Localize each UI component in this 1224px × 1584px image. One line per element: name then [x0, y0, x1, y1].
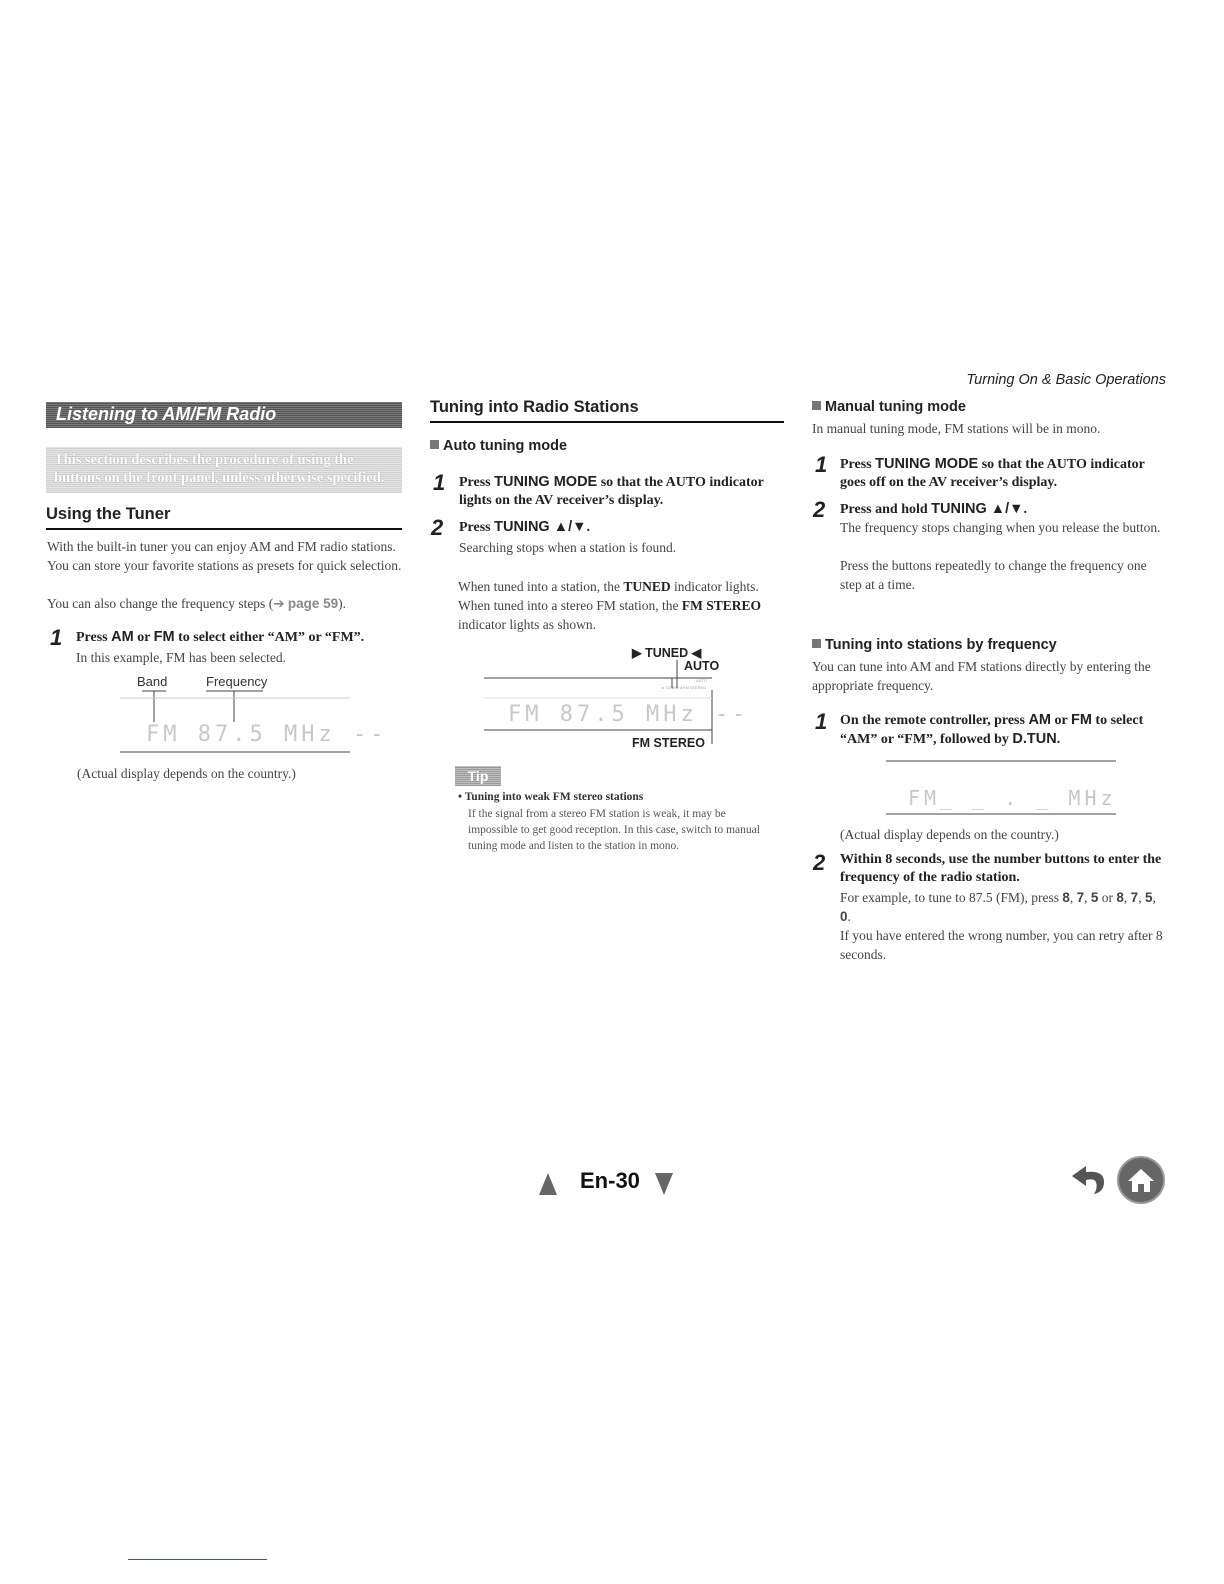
step-number: 2	[813, 850, 826, 875]
using-tuner-para: With the built-in tuner you can enjoy AM and FM radio stations. You can store your favorite stations as presets for quick selection.	[47, 539, 402, 573]
frequency-label: Frequency	[206, 674, 268, 689]
tip-body: If the signal from a stereo FM station is weak, it may be impossible to get good reception. In this case, switch to manual tuning mode and listen to the station in mono.	[468, 808, 760, 852]
tuned-label: ▶ TUNED ◀	[632, 646, 702, 660]
step-instruction: Press and hold TUNING ▲/▼.	[840, 501, 1028, 517]
step-number: 2	[431, 515, 444, 540]
back-icon[interactable]	[1064, 1158, 1112, 1198]
home-icon[interactable]	[1116, 1155, 1166, 1205]
step-instruction: Within 8 seconds, use the number buttons to enter the frequency of the radio station.	[840, 852, 1162, 885]
section-banner	[46, 402, 402, 428]
lcd-text: FM_ _ . _ MHz	[908, 786, 1117, 810]
indicator-para: When tuned into a station, the TUNED indicator lights. When tuned into a stereo FM station, the FM STEREO indicator lights as shown.	[458, 579, 761, 632]
freq-tuning-body: You can tune into AM and FM stations directly by entering the appropriate frequency.	[812, 659, 1151, 693]
lcd-text: FM 87.5 MHz --	[146, 722, 388, 747]
step-number: 1	[815, 452, 828, 477]
step-number: 2	[813, 497, 826, 522]
tiny-indicators: ▸ TUNED ◂ FM STEREO	[662, 685, 707, 690]
using-tuner-title: Using the Tuner	[46, 505, 402, 530]
freq-tuning-heading: Tuning into stations by frequency	[812, 637, 1057, 653]
page-link[interactable]: page 59	[287, 596, 339, 611]
display-caption: (Actual display depends on the country.)	[840, 827, 1059, 842]
step-instruction: Press TUNING MODE so that the AUTO indicator lights on the AV receiver’s display.	[459, 474, 764, 508]
manual-tuning-body: In manual tuning mode, FM stations will be in mono.	[812, 421, 1101, 436]
fm-stereo-label: FM STEREO	[632, 736, 705, 750]
next-page-icon[interactable]	[655, 1173, 673, 1195]
tip-label: Tip	[455, 766, 501, 786]
step-instruction: Press AM or FM to select either “AM” or “FM”.	[76, 629, 365, 645]
step-number: 1	[815, 709, 828, 734]
square-bullet-icon	[812, 401, 821, 410]
manual-tuning-heading: Manual tuning mode	[812, 399, 966, 415]
step-body: Searching stops when a station is found.	[459, 540, 677, 555]
square-bullet-icon	[430, 440, 439, 449]
page-number: En-30	[580, 1168, 640, 1193]
tuning-stations-title: Tuning into Radio Stations	[430, 398, 784, 423]
square-bullet-icon	[812, 639, 821, 648]
step-instruction: Press TUNING ▲/▼.	[459, 519, 590, 535]
auto-label: AUTO	[684, 659, 720, 673]
lcd-text: FM 87.5 MHz --	[508, 702, 750, 727]
intro-box	[46, 447, 402, 493]
step-instruction: On the remote controller, press AM or FM to select “AM” or “FM”, followed by D.TUN.	[840, 712, 1144, 747]
frequency-steps-para: You can also change the frequency steps (➔ page 59).	[47, 596, 347, 611]
auto-tuning-heading: Auto tuning mode	[430, 438, 567, 454]
step-body: If you have entered the wrong number, you can retry after 8 seconds.	[840, 928, 1163, 962]
step-body: For example, to tune to 87.5 (FM), press 8, 7, 5 or 8, 7, 5, 0.	[840, 890, 1156, 924]
previous-page-icon[interactable]	[539, 1173, 557, 1195]
tip-title: • Tuning into weak FM stereo stations	[458, 791, 644, 803]
bottom-link-underline	[128, 1559, 267, 1560]
step-number: 1	[433, 470, 446, 495]
step-number: 1	[50, 625, 63, 650]
step-instruction: Press TUNING MODE so that the AUTO indicator goes off on the AV receiver’s display.	[840, 456, 1145, 490]
step-body: In this example, FM has been selected.	[76, 650, 286, 665]
banner-title: Listening to AM/FM Radio	[56, 404, 277, 424]
tiny-auto: AUTO	[696, 678, 708, 683]
step-body: Press the buttons repeatedly to change the frequency one step at a time.	[840, 558, 1147, 592]
band-label: Band	[137, 674, 168, 689]
arrow-icon: ➔	[273, 596, 285, 611]
running-header: Turning On & Basic Operations	[966, 372, 1166, 388]
step-body: The frequency stops changing when you release the button.	[840, 520, 1161, 535]
intro-text: This section describes the procedure of using the buttons on the front panel, unless otherwise specified.	[54, 452, 385, 486]
display-caption: (Actual display depends on the country.)	[77, 766, 296, 781]
